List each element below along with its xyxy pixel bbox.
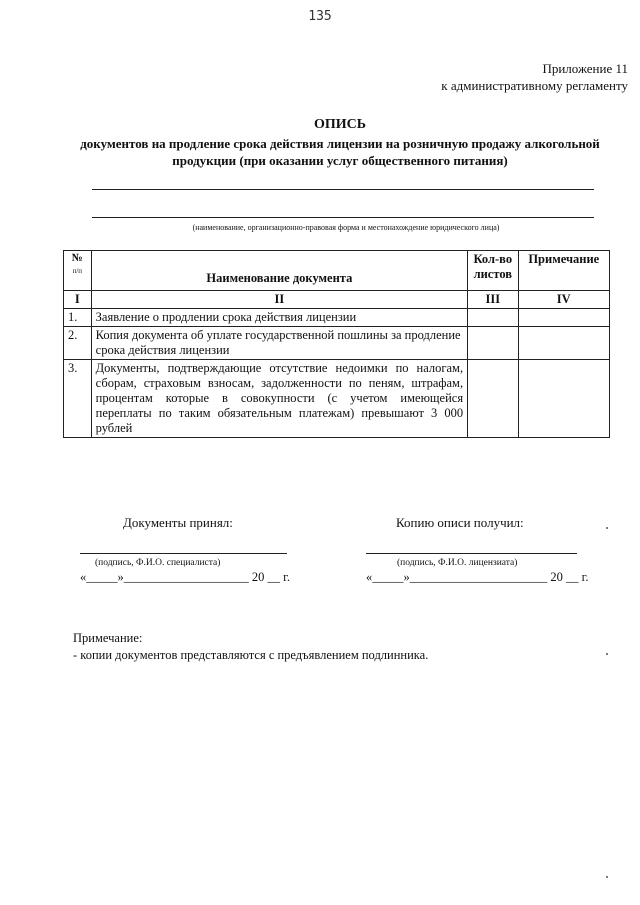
document-subtitle: документов на продление срока действия лицензии на розничную продажу алкогольной продукции (при оказании услуг общественного питания) [80,136,600,168]
header-number-sub: п/п [72,267,83,275]
page-number: 135 [308,9,332,24]
row-document-name: Заявление о продлении срока действия лицензии [91,309,467,327]
row-note [518,327,609,360]
copy-received-label: Копию описи получил: [396,515,524,530]
received-by-label: Документы принял: [123,515,233,530]
row-note [518,309,609,327]
row-quantity [468,327,518,360]
scan-speck [606,653,608,655]
specialist-signature-caption: (подпись, Ф.И.О. специалиста) [95,558,221,568]
org-name-line-2 [92,217,594,218]
licensee-signature-line [366,553,577,554]
table-row [64,360,610,438]
row-note [518,360,609,438]
header-number-main: № [71,252,83,264]
header-note: Примечание [518,251,609,291]
table-header-row [64,251,610,291]
note-text: - копии документов представляются с предъявлением подлинника. [73,648,429,662]
documents-table [63,250,610,438]
roman-2: II [91,291,467,309]
org-caption: (наименование, организационно-правовая форма и местонахождение юридического лица) [192,223,500,232]
row-number: 3. [64,360,92,438]
annex-header [441,60,628,94]
specialist-date: «_____»____________________ 20 __ г. [80,570,290,584]
scan-speck [606,527,608,529]
row-quantity [468,360,518,438]
row-number: 1. [64,309,92,327]
header-quantity: Кол-во листов [468,251,518,291]
header-name: Наименование документа [91,251,467,291]
table-row [64,309,610,327]
specialist-signature-line [80,553,287,554]
roman-4: IV [518,291,609,309]
annex-line-2: к административному регламенту [441,78,628,93]
licensee-signature-caption: (подпись, Ф.И.О. лицензиата) [397,558,518,568]
header-number [64,251,92,291]
document-title: ОПИСЬ [313,117,367,132]
annex-line-1: Приложение 11 [542,61,628,76]
row-document-name: Копия документа об уплате государственной пошлины за продление срока действия лицензии [91,327,467,360]
scan-speck [606,876,608,878]
table-row [64,327,610,360]
licensee-date: «_____»______________________ 20 __ г. [366,570,589,584]
roman-3: III [468,291,518,309]
org-name-line-1 [92,189,594,190]
row-document-name: Документы, подтверждающие отсутствие недоимки по налогам, сборам, страховым взносам, задолженности по пеням, штрафам, процентам которые в совокупности (с учетом имеющейся переплаты по таким обязательным платежам) превышают 3 000 рублей [91,360,467,438]
roman-1: I [64,291,92,309]
row-number: 2. [64,327,92,360]
note-title: Примечание: [73,631,143,645]
row-quantity [468,309,518,327]
table-roman-row [64,291,610,309]
